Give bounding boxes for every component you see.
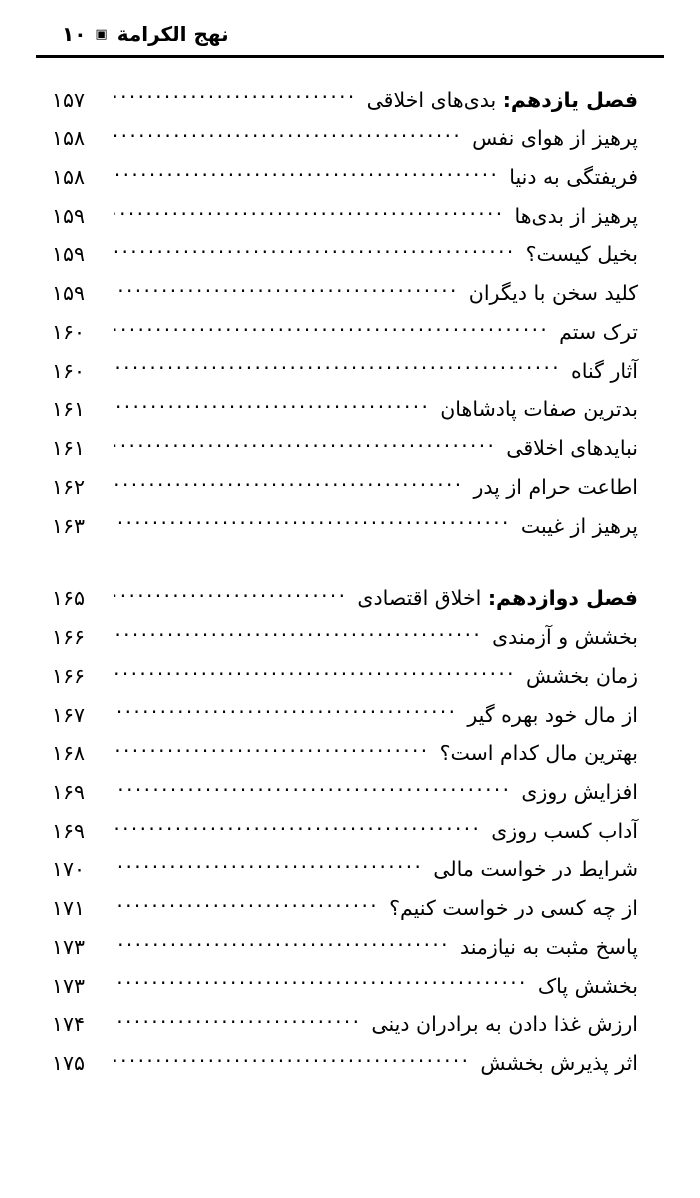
toc-page-number: ۱۶۷ — [52, 702, 86, 727]
toc-leader-dots — [114, 662, 516, 683]
toc-page-number: ۱۵۷ — [52, 87, 86, 112]
toc-entry-label: ترک ستم — [559, 319, 638, 344]
toc-entry-label: پرهیز از غیبت — [520, 513, 638, 538]
toc-page-number: ۱۶۱ — [52, 397, 86, 422]
toc-entry-label: کلید سخن با دیگران — [468, 281, 638, 306]
toc-leader-dots — [114, 624, 482, 645]
toc-entry-row[interactable] — [52, 1050, 638, 1077]
toc-entry-row[interactable] — [52, 856, 638, 883]
toc-entry-row[interactable] — [52, 280, 638, 307]
toc-entry-row[interactable] — [52, 933, 638, 960]
toc-entry-row[interactable] — [52, 1011, 638, 1038]
toc-leader-dots — [114, 585, 347, 606]
toc-page-number: ۱۶۲ — [52, 474, 86, 499]
toc-entry-label: افزایش روزی — [521, 779, 638, 804]
toc-leader-dots — [114, 473, 463, 494]
toc-entry-label: بخیل کیست؟ — [525, 242, 638, 267]
toc-leader-dots — [114, 512, 511, 533]
toc-chapter-row[interactable] — [52, 585, 638, 612]
toc-leader-dots — [114, 972, 528, 993]
toc-page-number: ۱۶۳ — [52, 513, 86, 538]
toc-entry-label: اثر پذیرش بخشش — [480, 1051, 638, 1076]
toc-leader-dots — [114, 701, 457, 722]
toc-entry-label: از مال خود بهره گیر — [467, 702, 638, 727]
toc-entry-label: از چه کسی در خواست کنیم؟ — [389, 896, 638, 921]
toc-leader-dots — [114, 740, 430, 761]
toc-chapter-subtitle: بدی‌های اخلاقی — [366, 87, 503, 112]
section-gap — [52, 551, 638, 585]
toc-page-number: ۱۷۳ — [52, 973, 86, 998]
table-of-contents — [0, 58, 700, 1076]
toc-page-number: ۱۶۹ — [52, 779, 86, 804]
toc-entry-row[interactable] — [52, 972, 638, 999]
toc-entry-label: فریفتگی به دنیا — [509, 164, 638, 189]
toc-entry-row[interactable] — [52, 318, 638, 345]
toc-entry-row[interactable] — [52, 817, 638, 844]
toc-entry-row[interactable] — [52, 241, 638, 268]
toc-chapter-label — [349, 585, 638, 611]
toc-leader-dots — [114, 396, 430, 417]
toc-page-number: ۱۷۵ — [52, 1051, 86, 1076]
toc-leader-dots — [114, 163, 499, 184]
toc-entry-label: پرهیز از بدی‌ها — [514, 203, 638, 228]
toc-entry-label: نبایدهای اخلاقی — [506, 436, 638, 461]
toc-entry-row[interactable] — [52, 125, 638, 152]
toc-entry-label: پاسخ مثبت به نیازمند — [459, 934, 638, 959]
toc-entry-label: بخشش و آزمندی — [492, 625, 638, 650]
toc-entry-row[interactable] — [52, 163, 638, 190]
toc-chapter-subtitle: اخلاق اقتصادی — [357, 586, 488, 611]
toc-leader-dots — [114, 86, 357, 107]
toc-leader-dots — [114, 933, 450, 954]
toc-page-number: ۱۶۹ — [52, 818, 86, 843]
toc-leader-dots — [114, 817, 481, 838]
toc-entry-row[interactable] — [52, 895, 638, 922]
toc-page-number: ۱۶۸ — [52, 741, 86, 766]
toc-page-number: ۱۶۶ — [52, 663, 86, 688]
toc-leader-dots — [114, 435, 496, 456]
toc-entry-row[interactable] — [52, 740, 638, 767]
toc-entry-row[interactable] — [52, 396, 638, 423]
toc-entry-label: بهترین مال کدام است؟ — [439, 741, 638, 766]
toc-page-number: ۱۶۰ — [52, 358, 86, 383]
toc-entry-label: شرایط در خواست مالی — [433, 857, 638, 882]
toc-page-number: ۱۵۹ — [52, 281, 86, 306]
toc-page-number: ۱۷۱ — [52, 896, 86, 921]
toc-leader-dots — [114, 1011, 361, 1032]
toc-entry-label: بدترین صفات پادشاهان — [440, 397, 638, 422]
toc-chapter-name: فصل یازدهم: — [502, 87, 638, 112]
toc-leader-dots — [114, 202, 504, 223]
toc-leader-dots — [114, 778, 511, 799]
toc-page-number: ۱۵۹ — [52, 242, 86, 267]
header-separator-icon: ▣ — [95, 27, 108, 42]
toc-page-number: ۱۷۰ — [52, 857, 86, 882]
toc-entry-label: بخشش پاک — [537, 973, 638, 998]
toc-page-number: ۱۷۳ — [52, 934, 86, 959]
toc-page-number: ۱۵۹ — [52, 203, 86, 228]
toc-entry-row[interactable] — [52, 662, 638, 689]
toc-entry-row[interactable] — [52, 202, 638, 229]
toc-entry-label: آداب کسب روزی — [491, 818, 638, 843]
toc-leader-dots — [114, 856, 423, 877]
page-number: ۱۰ — [62, 22, 87, 46]
toc-leader-dots — [114, 895, 379, 916]
toc-page-number: ۱۵۸ — [52, 164, 86, 189]
toc-leader-dots — [114, 125, 462, 146]
toc-leader-dots — [114, 357, 561, 378]
toc-page-number: ۱۶۱ — [52, 436, 86, 461]
page-header — [0, 0, 700, 46]
toc-page-number: ۱۶۶ — [52, 625, 86, 650]
toc-entry-row[interactable] — [52, 701, 638, 728]
toc-entry-row[interactable] — [52, 357, 638, 384]
toc-entry-label: ارزش غذا دادن به برادران دینی — [371, 1012, 638, 1037]
toc-chapter-name: فصل دوازدهم: — [487, 586, 638, 611]
toc-page-number: ۱۶۰ — [52, 319, 86, 344]
toc-entry-label: پرهیز از هوای نفس — [472, 126, 638, 151]
toc-page-number: ۱۵۸ — [52, 126, 86, 151]
toc-leader-dots — [114, 1050, 470, 1071]
toc-entry-row[interactable] — [52, 473, 638, 500]
toc-leader-dots — [114, 241, 516, 262]
toc-entry-row[interactable] — [52, 435, 638, 462]
toc-entry-row[interactable] — [52, 512, 638, 539]
toc-chapter-label — [359, 87, 638, 113]
toc-page-number: ۱۶۵ — [52, 586, 86, 611]
toc-entry-row[interactable] — [52, 624, 638, 651]
toc-entry-row[interactable] — [52, 778, 638, 805]
toc-chapter-row[interactable] — [52, 86, 638, 113]
book-title: نهج الکرامة — [116, 22, 229, 46]
toc-entry-label: زمان بخشش — [525, 663, 638, 688]
toc-entry-label: آثار گناه — [571, 358, 638, 383]
toc-page-number: ۱۷۴ — [52, 1012, 86, 1037]
toc-leader-dots — [114, 318, 549, 339]
toc-leader-dots — [114, 280, 459, 301]
toc-entry-label: اطاعت حرام از پدر — [473, 474, 638, 499]
